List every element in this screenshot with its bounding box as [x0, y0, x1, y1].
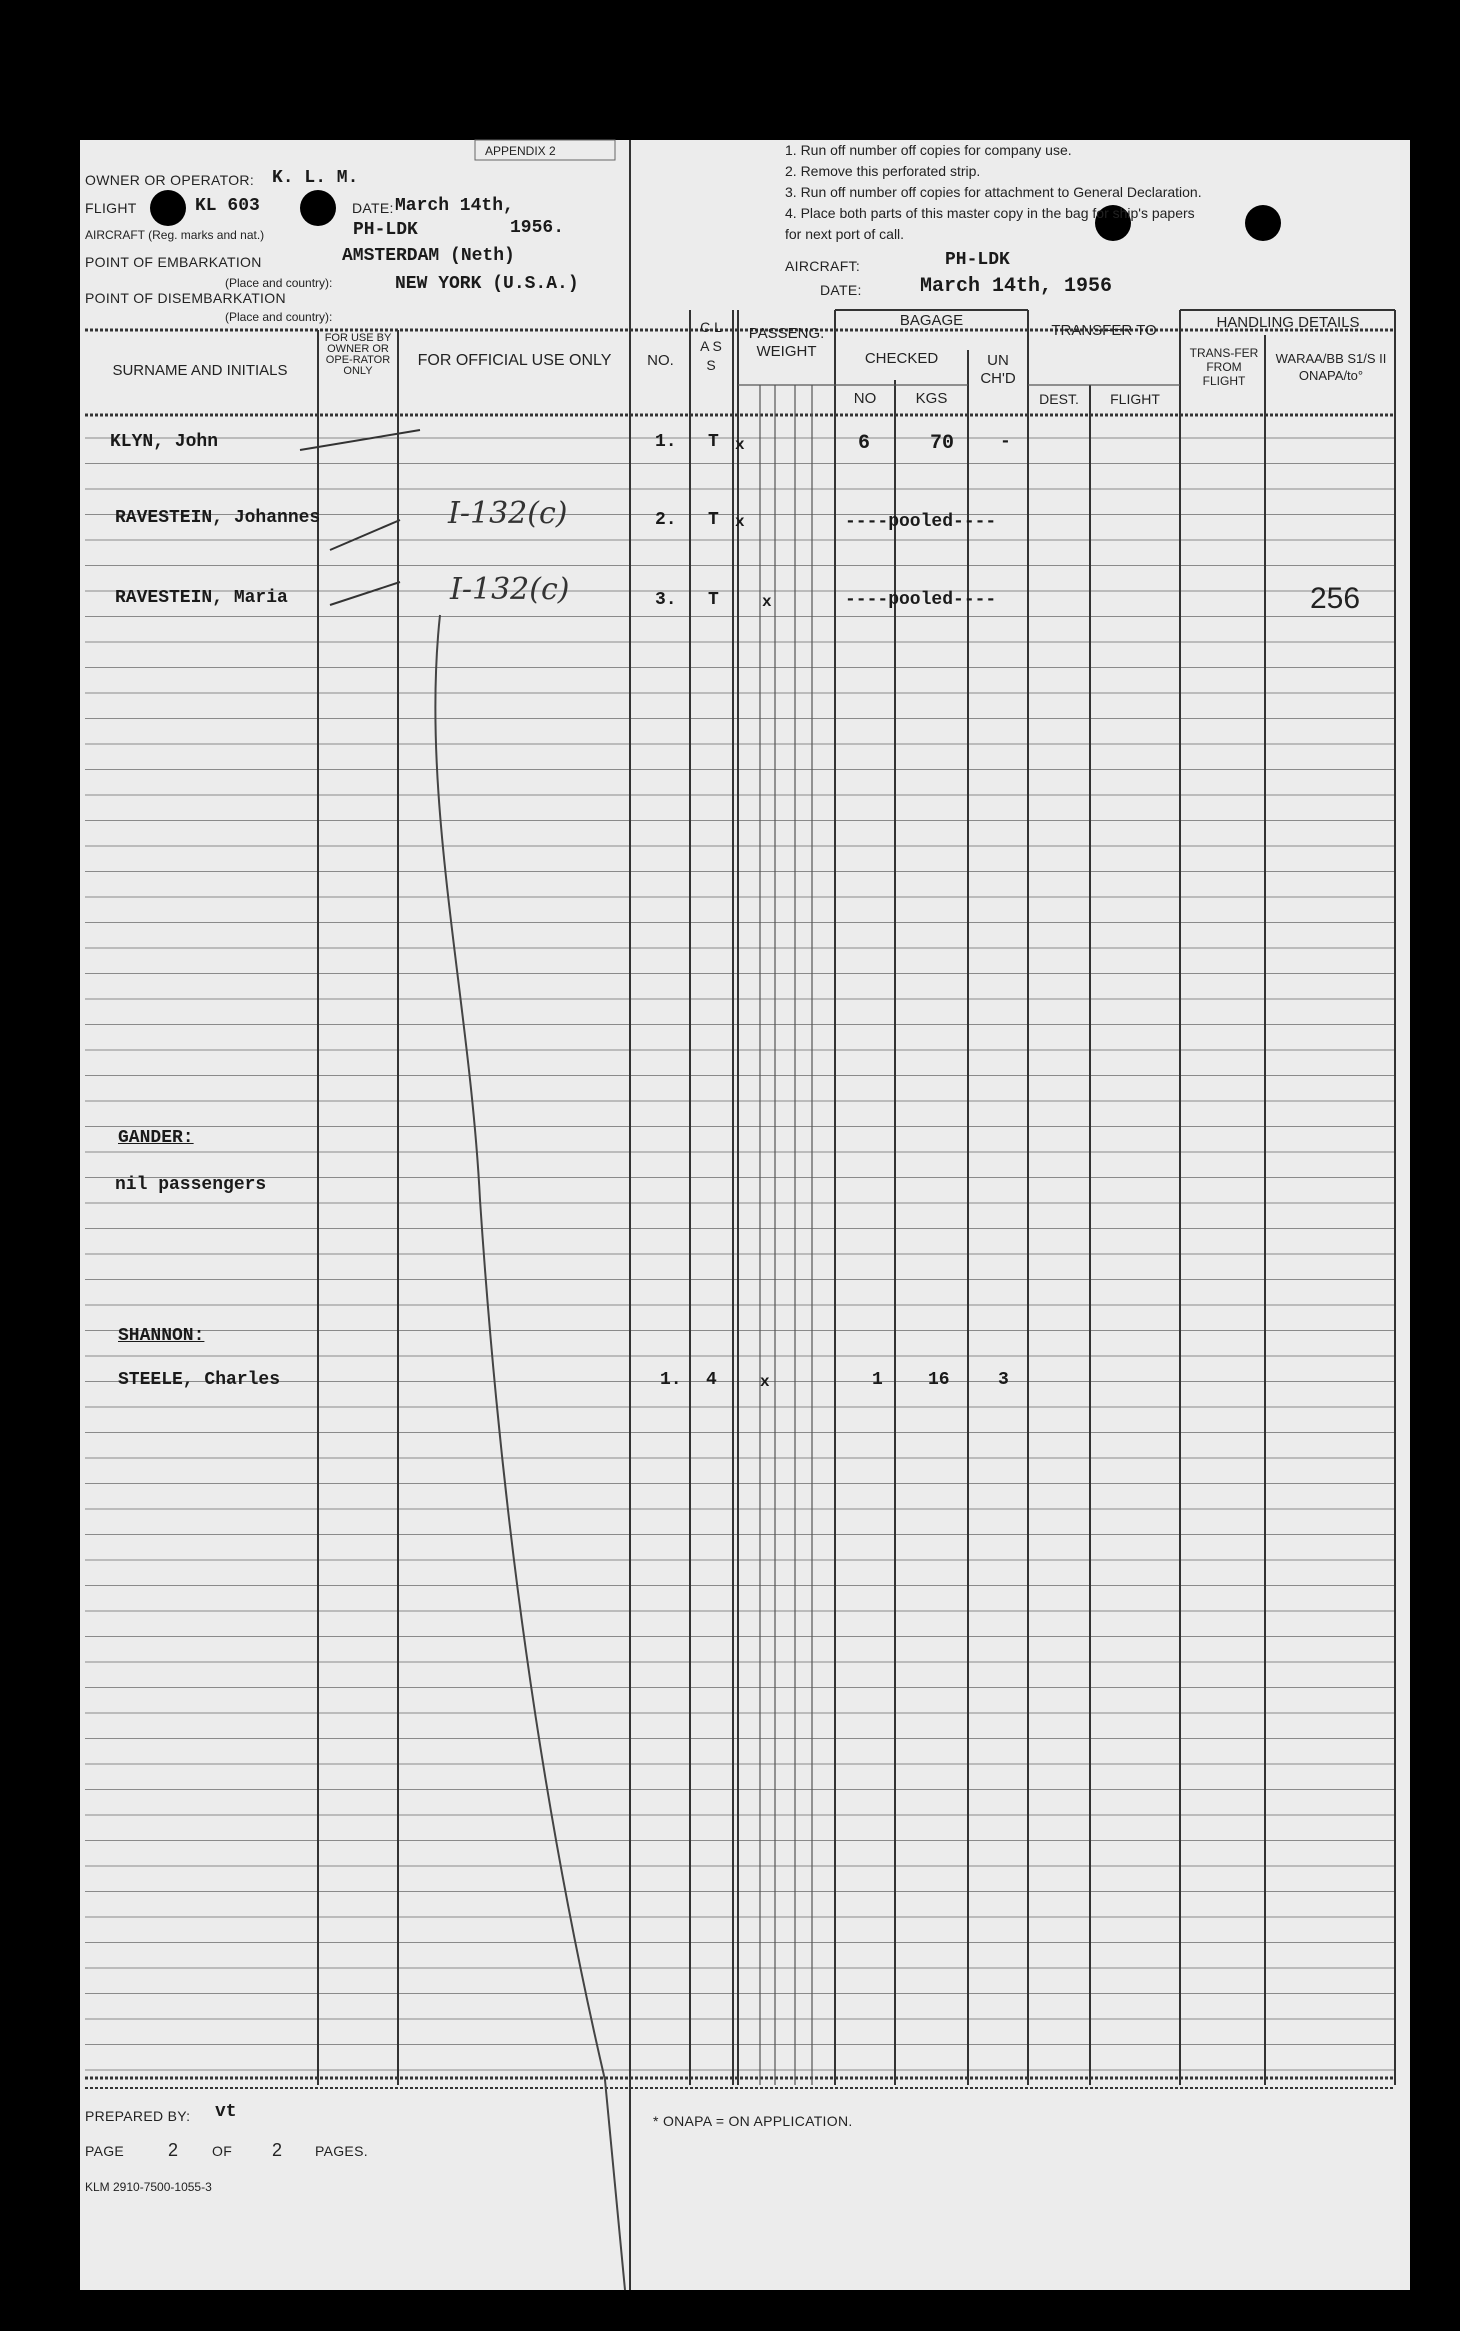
passenger-class: T: [708, 510, 719, 530]
prepared-label: PREPARED BY:: [85, 2108, 191, 2124]
section-title-shannon: SHANNON:: [118, 1326, 205, 1346]
passenger-class: T: [708, 432, 719, 452]
col-onapa: WARAA/BB S1/S II ONAPA/to°: [1275, 351, 1387, 383]
handling-stamp: 256: [1310, 582, 1361, 615]
pages-label: PAGES.: [315, 2143, 368, 2159]
onapa-note: * ONAPA = ON APPLICATION.: [653, 2113, 853, 2129]
form-code: KLM 2910-7500-1055-3: [85, 2180, 212, 2194]
bag-kgs: 70: [930, 432, 955, 455]
disembark-value: NEW YORK (U.S.A.): [395, 274, 579, 294]
strip-date-label: DATE:: [820, 282, 862, 298]
bag-count: 1: [872, 1370, 883, 1390]
col-dest: DEST.: [1039, 391, 1079, 407]
flight-value: KL 603: [195, 196, 260, 216]
col-transfer: TRANSFER TO: [1051, 322, 1157, 339]
instruction-4-cont: for next port of call.: [785, 226, 905, 242]
instruction-4: 4. Place both parts of this master copy in the bag for ship's papers: [785, 205, 1195, 221]
passenger-weight: x: [735, 513, 745, 531]
owner-label: OWNER OR OPERATOR:: [85, 172, 255, 188]
passenger-name: KLYN, John: [110, 432, 219, 452]
prepared-value: vt: [215, 2102, 237, 2122]
instructions: [785, 140, 1202, 245]
place-country-2: (Place and country):: [225, 310, 333, 324]
bag-unchecked: -: [1000, 432, 1011, 452]
embark-value: AMSTERDAM (Neth): [342, 246, 515, 266]
section-title-gander: GANDER:: [118, 1128, 194, 1148]
aircraft-value: PH-LDK: [353, 220, 418, 240]
col-transfer-from: TRANS-FER FROM FLIGHT: [1189, 346, 1259, 388]
appendix-label: APPENDIX 2: [485, 144, 556, 158]
punch-hole: [150, 190, 186, 226]
passenger-class: T: [708, 590, 719, 610]
col-class: C L A S S: [700, 319, 722, 373]
section-text-gander: nil passengers: [115, 1175, 267, 1195]
instruction-2: 2. Remove this perforated strip.: [785, 163, 981, 179]
col-unchecked: UN CH'D: [980, 352, 1016, 387]
passenger-name: STEELE, Charles: [118, 1370, 281, 1390]
strip-aircraft-value: PH-LDK: [945, 250, 1010, 270]
passenger-no: 1.: [660, 1370, 682, 1390]
bag-pooled: ----pooled----: [845, 512, 997, 532]
col-weight: PASSENG. WEIGHT: [748, 325, 825, 360]
passenger-no: 3.: [655, 590, 677, 610]
bag-pooled: ----pooled----: [845, 590, 997, 610]
strip-date-value: March 14th, 1956: [920, 275, 1113, 298]
place-country-1: (Place and country):: [225, 276, 333, 290]
bag-count: 6: [858, 432, 871, 455]
col-official: FOR OFFICIAL USE ONLY: [417, 352, 612, 369]
punch-hole: [300, 190, 336, 226]
date-label: DATE:: [352, 200, 394, 216]
passenger-no: 2.: [655, 510, 677, 530]
page-total: 2: [272, 2140, 283, 2160]
passenger-class: 4: [706, 1370, 717, 1390]
passenger-name: RAVESTEIN, Johannes: [115, 508, 321, 528]
embark-label: POINT OF EMBARKATION: [85, 254, 262, 270]
bag-unchecked: 3: [998, 1370, 1009, 1390]
page-label: PAGE: [85, 2143, 125, 2159]
bag-kgs: 16: [928, 1370, 950, 1390]
passenger-weight: x: [762, 593, 772, 611]
disembark-label: POINT OF DISEMBARKATION: [85, 290, 286, 306]
date-value: March 14th,: [395, 196, 514, 216]
owner-value: K. L. M.: [272, 168, 359, 188]
col-bagage: BAGAGE: [899, 312, 964, 329]
col-handling: HANDLING DETAILS: [1216, 314, 1360, 331]
col-checked: CHECKED: [864, 350, 939, 367]
col-surname: SURNAME AND INITIALS: [112, 362, 288, 379]
passenger-weight: x: [760, 1373, 770, 1391]
col-no: NO.: [647, 352, 674, 369]
flight-label: FLIGHT: [85, 200, 137, 216]
aircraft-label: AIRCRAFT (Reg. marks and nat.): [85, 228, 265, 242]
instruction-3: 3. Run off number off copies for attachment to General Declaration.: [785, 184, 1202, 200]
col-for-use: FOR USE BY OWNER OR OPE-RATOR ONLY: [324, 332, 392, 377]
punch-hole: [1245, 205, 1281, 241]
strip-aircraft-label: AIRCRAFT:: [785, 258, 861, 274]
passenger-weight: x: [735, 436, 745, 454]
passenger-name: RAVESTEIN, Maria: [115, 588, 288, 608]
official-note: I-132(c): [448, 496, 568, 531]
page-number: 2: [168, 2140, 179, 2160]
official-note: I-132(c): [450, 572, 570, 607]
of-label: OF: [212, 2143, 233, 2159]
col-bag-no: NO: [853, 390, 877, 407]
col-flight: FLIGHT: [1110, 391, 1160, 407]
instruction-1: 1. Run off number off copies for company use.: [785, 142, 1072, 158]
year-value: 1956.: [510, 218, 565, 238]
col-kgs: KGS: [915, 390, 948, 407]
passenger-no: 1.: [655, 432, 677, 452]
